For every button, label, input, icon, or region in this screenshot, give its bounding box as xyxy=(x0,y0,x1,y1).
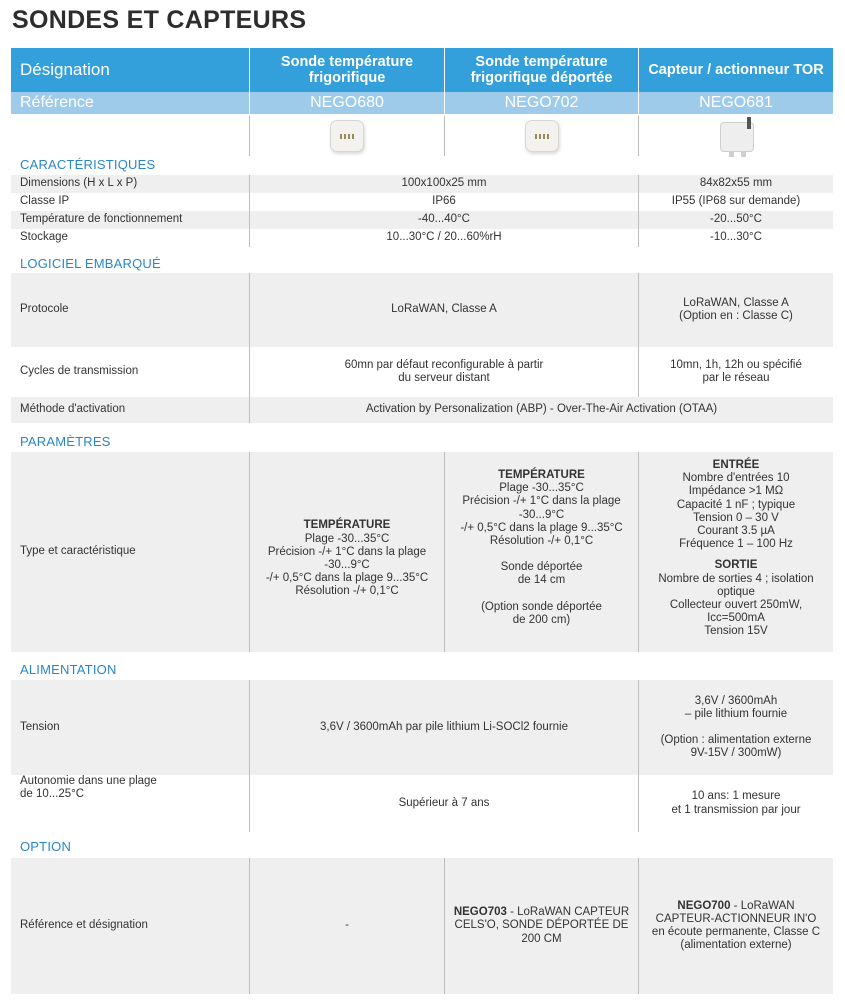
parametres-col3-sortie-line: Tension 15V xyxy=(704,625,768,638)
activation-col123: Activation by Personalization (ABP) - Over-The-Air Activation (OTAA) xyxy=(249,397,833,423)
parametres-col2-line: -30...9°C xyxy=(518,508,565,521)
protocole-col3 xyxy=(638,273,833,347)
tension-col3-line2: – pile lithium fournie xyxy=(684,707,788,720)
parametres-col3-entree-line: Nombre d'entrées 10 xyxy=(682,472,790,485)
table-header-row xyxy=(11,48,833,92)
section-option: OPTION xyxy=(20,839,72,854)
header-col2: Sonde température frigorifique déportée xyxy=(444,48,638,92)
option-col1: - xyxy=(249,858,444,994)
header-col1: Sonde température frigorifique xyxy=(249,48,444,92)
cycles-col3 xyxy=(638,347,833,397)
reference-col1: NEGO680 xyxy=(249,92,444,114)
parametres-col3-entree-line: Capacité 1 nF ; typique xyxy=(676,498,796,511)
parametres-col1-line: -/+ 0,5°C dans la plage 9...35°C xyxy=(265,572,429,585)
parametres-col3-sortie-line: optique xyxy=(717,585,755,598)
row-label-dimensions: Dimensions (H x L x P) xyxy=(20,177,138,190)
option-col2-desc: - LoRaWAN CAPTEUR xyxy=(506,906,630,919)
image-cell-col3 xyxy=(638,116,833,156)
parametres-col3-sortie-title: SORTIE xyxy=(714,559,758,572)
section-parametres: PARAMÈTRES xyxy=(20,434,111,449)
table-row xyxy=(11,397,833,423)
table-row xyxy=(11,211,833,229)
parametres-col3-entree-line: Tension 0 – 30 V xyxy=(693,511,779,524)
option-col3-desc: - LoRaWAN xyxy=(730,899,795,912)
square-remote-temperature-sensor-icon xyxy=(518,116,566,156)
parametres-col3 xyxy=(638,452,833,652)
classe-ip-col12: IP66 xyxy=(249,193,638,211)
parametres-col1 xyxy=(249,452,444,652)
parametres-col3-entree-line: Impédance >1 MΩ xyxy=(688,485,784,498)
option-col2-line1 xyxy=(454,906,629,919)
parametres-col2-line: Plage -30...35°C xyxy=(499,482,584,495)
section-logiciel: LOGICIEL EMBARQUÉ xyxy=(20,256,161,271)
tension-col3 xyxy=(638,680,833,775)
parametres-col2-line: Résolution -/+ 0,1°C xyxy=(489,535,594,548)
option-col3-ref: NEGO700 xyxy=(677,899,731,912)
parametres-col2-sonde-line1: Sonde déportée xyxy=(500,561,583,574)
parametres-col1-line: -30...9°C xyxy=(324,559,370,571)
parametres-col3-entree-line: Fréquence 1 – 100 Hz xyxy=(679,538,793,551)
page-title: SONDES ET CAPTEURS xyxy=(12,6,307,34)
image-cell-col2 xyxy=(444,116,638,156)
protocole-col3-line1: LoRaWAN, Classe A xyxy=(683,296,789,309)
reference-row xyxy=(11,92,833,114)
option-col3-line3: en écoute permanente, Classe C xyxy=(651,926,821,938)
row-label-temperature: Température de fonctionnement xyxy=(20,213,183,226)
cycles-col3-line2: par le réseau xyxy=(702,372,770,384)
option-col2-ref: NEGO703 xyxy=(453,906,507,919)
autonomie-col3-line1: 10 ans: 1 mesure xyxy=(691,790,781,803)
option-col3 xyxy=(638,858,833,994)
table-row xyxy=(11,452,833,652)
table-row xyxy=(11,273,833,347)
row-label-type: Type et caractéristique xyxy=(20,545,136,558)
option-col3-line2: CAPTEUR-ACTIONNEUR IN'O xyxy=(655,912,817,925)
section-alimentation: ALIMENTATION xyxy=(20,662,117,677)
parametres-col3-sortie-line: Collecteur ouvert 250mW, xyxy=(669,599,803,612)
cycles-col12-line1: 60mn par défaut reconfigurable à partir xyxy=(344,358,544,371)
parametres-col1-title: TEMPÉRATURE xyxy=(303,519,391,532)
table-row xyxy=(11,347,833,397)
option-col3-line1 xyxy=(677,900,794,913)
parametres-col2-option-line1: (Option sonde déportée xyxy=(481,600,602,613)
autonomie-col3-line2: et 1 transmission par jour xyxy=(671,803,801,816)
row-label-protocole: Protocole xyxy=(20,303,69,316)
dimensions-col12: 100x100x25 mm xyxy=(249,175,638,193)
protocole-col12: LoRaWAN, Classe A xyxy=(249,273,638,347)
reference-col3: NEGO681 xyxy=(638,92,833,114)
tension-col12: 3,6V / 3600mAh par pile lithium Li-SOCl2 fournie xyxy=(249,680,638,775)
cycles-col12 xyxy=(249,347,638,397)
parametres-col2-sonde-line2: de 14 cm xyxy=(517,574,566,587)
row-label-classe-ip: Classe IP xyxy=(20,195,70,208)
section-caracteristiques: CARACTÉRISTIQUES xyxy=(20,157,156,172)
option-col2-line2: CELS'O, SONDE DÉPORTÉE DE xyxy=(454,919,629,932)
row-label-cycles: Cycles de transmission xyxy=(20,365,139,378)
protocole-col3-line2: (Option en : Classe C) xyxy=(679,310,793,322)
table-row xyxy=(11,680,833,775)
header-designation: Désignation xyxy=(20,60,110,79)
table-row xyxy=(11,175,833,193)
parametres-col1-line: Résolution -/+ 0,1°C xyxy=(295,585,399,598)
cycles-col3-line1: 10mn, 1h, 12h ou spécifié xyxy=(670,358,802,371)
stockage-col12: 10...30°C / 20...60%rH xyxy=(249,229,638,247)
box-actuator-with-antenna-icon xyxy=(712,116,760,156)
parametres-col2-title: TEMPÉRATURE xyxy=(498,469,585,481)
parametres-col3-entree-line: Courant 3.5 µA xyxy=(697,525,775,538)
parametres-col1-line: Précision -/+ 1°C dans la plage xyxy=(267,545,427,558)
table-row xyxy=(11,193,833,211)
parametres-col3-entree-title: ENTRÉE xyxy=(712,459,760,471)
classe-ip-col3: IP55 (IP68 sur demande) xyxy=(638,193,833,211)
tension-col3-line3: (Option : alimentation externe xyxy=(660,734,812,746)
table-row xyxy=(11,858,833,994)
parametres-col2-option-line2: de 200 cm) xyxy=(512,613,571,626)
row-label-stockage: Stockage xyxy=(20,231,68,244)
option-col2-line3: 200 CM xyxy=(521,932,562,945)
reference-label: Référence xyxy=(20,94,94,112)
autonomie-col3 xyxy=(638,775,833,832)
parametres-col2-line: Précision -/+ 1°C dans la plage xyxy=(462,495,621,508)
table-row xyxy=(11,229,833,247)
row-label-tension: Tension xyxy=(20,720,60,733)
option-col2 xyxy=(444,858,638,994)
parametres-col2-line: -/+ 0,5°C dans la plage 9...35°C xyxy=(460,521,623,534)
dimensions-col3: 84x82x55 mm xyxy=(638,175,833,193)
temperature-col12: -40...40°C xyxy=(249,211,638,229)
row-label-autonomie xyxy=(11,775,249,832)
row-label-activation: Méthode d'activation xyxy=(20,403,126,416)
tension-col3-line1: 3,6V / 3600mAh xyxy=(694,694,778,707)
autonomie-label-line2: de 10...25°C xyxy=(20,788,85,801)
image-row-spacer xyxy=(11,116,249,156)
tension-col3-line4: 9V-15V / 300mW) xyxy=(690,747,782,760)
parametres-col3-sortie-line: Icc=500mA xyxy=(707,612,765,625)
square-temperature-sensor-icon xyxy=(323,116,371,156)
row-label-reference-designation: Référence et désignation xyxy=(20,919,148,932)
image-cell-col1 xyxy=(249,116,444,156)
parametres-col3-sortie-line: Nombre de sorties 4 ; isolation xyxy=(658,572,814,585)
stockage-col3: -10...30°C xyxy=(638,229,833,247)
table-row xyxy=(11,775,833,832)
option-col3-line4: (alimentation externe) xyxy=(680,939,792,952)
parametres-col2 xyxy=(444,452,638,652)
header-col3: Capteur / actionneur TOR xyxy=(638,48,833,92)
autonomie-col12: Supérieur à 7 ans xyxy=(249,775,638,832)
reference-col2: NEGO702 xyxy=(444,92,638,114)
product-image-row xyxy=(11,116,833,156)
temperature-col3: -20...50°C xyxy=(638,211,833,229)
parametres-col1-line: Plage -30...35°C xyxy=(304,532,390,545)
autonomie-label-line1: Autonomie dans une plage xyxy=(20,775,157,787)
cycles-col12-line2: du serveur distant xyxy=(398,372,490,384)
